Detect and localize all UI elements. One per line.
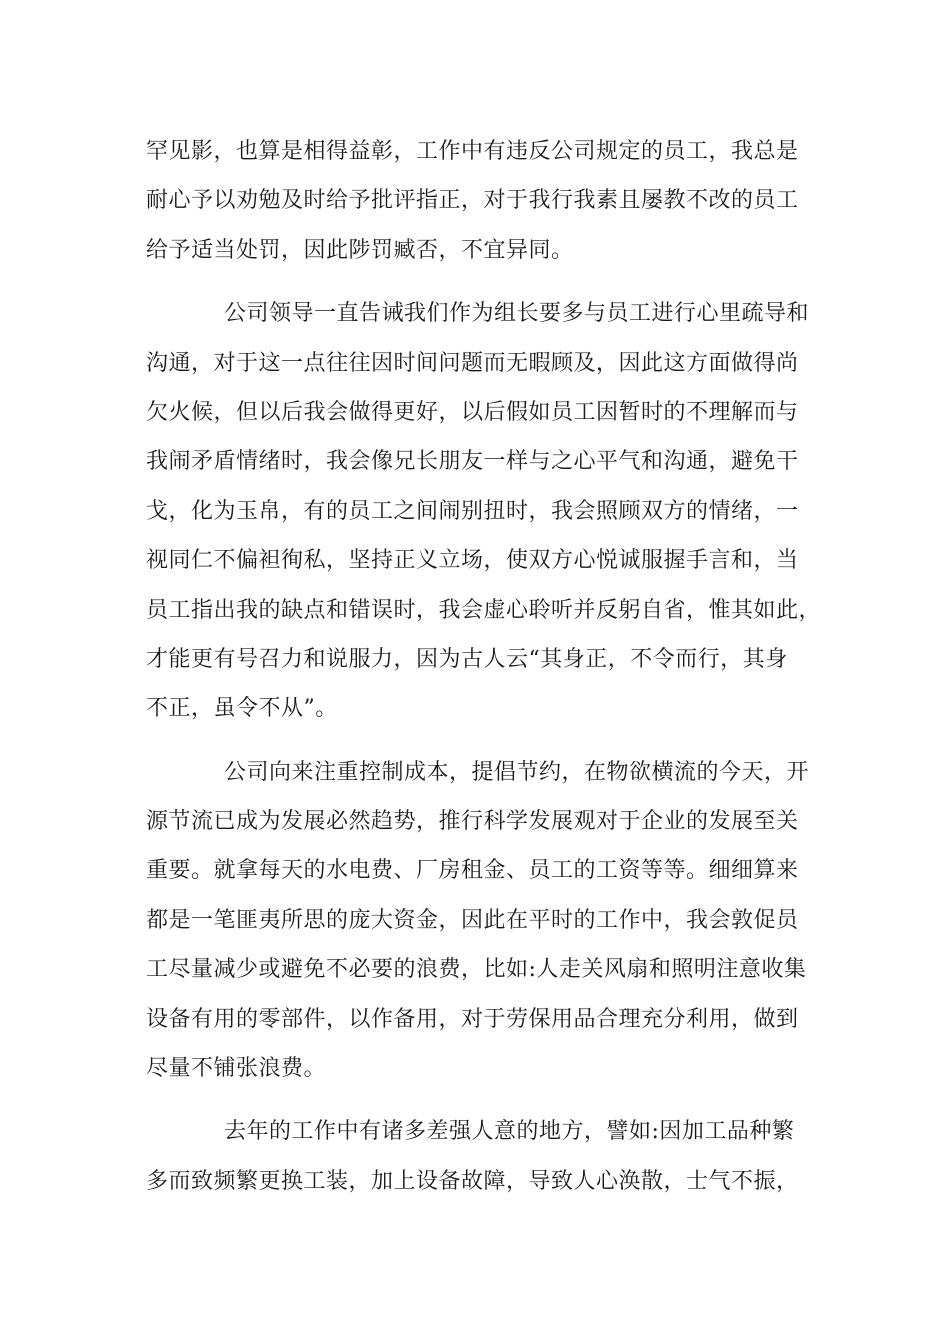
text-line: 设备有用的零部件，以作备用，对于劳保用品合理充分利用，做到 <box>146 1006 799 1032</box>
paragraph-spacer <box>146 1098 806 1112</box>
body-text <box>146 132 822 1211</box>
text-line: 欠火候，但以后我会做得更好，以后假如员工因暂时的不理解而与 <box>146 399 799 425</box>
text-line: 公司领导一直告诫我们作为组长要多与员工进行心里疏导和 <box>224 301 810 327</box>
text-line: 视同仁不偏袒徇私，坚持正义立场，使双方心悦诚服握手言和，当 <box>146 548 799 574</box>
text-line: 给予适当处罚，因此陟罚臧否，不宜异同。 <box>146 237 574 263</box>
text-line: 多而致频繁更换工装，加上设备故障，导致人心涣散，士气不振， <box>146 1168 799 1194</box>
paragraph-spacer <box>146 739 806 753</box>
text-line: 才能更有号召力和说服力，因为古人云“其身正，不令而行，其身 <box>146 646 788 672</box>
text-line: 重要。就拿每天的水电费、厂房租金、员工的工资等等。细细算来 <box>146 858 799 884</box>
paragraph-3 <box>146 753 810 1099</box>
text-line: 工尽量减少或避免不必要的浪费，比如:人走关风扇和照明注意收集 <box>146 957 807 983</box>
paragraph-1 <box>146 132 806 280</box>
paragraph-2 <box>146 294 822 739</box>
paragraph-4 <box>146 1112 806 1211</box>
text-line: 沟通，对于这一点往往因时间问题而无暇顾及，因此这方面做得尚 <box>146 350 799 376</box>
text-line: 员工指出我的缺点和错误时，我会虚心聆听并反躬自省，惟其如此， <box>146 597 822 623</box>
text-line: 源节流已成为发展必然趋势，推行科学发展观对于企业的发展至关 <box>146 809 799 835</box>
text-line: 耐心予以劝勉及时给予批评指正，对于我行我素且屡教不改的员工 <box>146 188 799 214</box>
text-line: 罕见影，也算是相得益彰，工作中有违反公司规定的员工，我总是 <box>146 139 799 164</box>
text-line: 公司向来注重控制成本，提倡节约，在物欲横流的今天，开 <box>224 759 810 785</box>
text-line: 都是一笔匪夷所思的庞大资金，因此在平时的工作中，我会敦促员 <box>146 907 799 933</box>
text-line: 戈，化为玉帛，有的员工之间闹别扭时，我会照顾双方的情绪，一 <box>146 498 799 524</box>
text-line: 不正，虽令不从”。 <box>146 696 338 722</box>
text-line: 去年的工作中有诸多差强人意的地方，譬如:因加工品种繁 <box>224 1119 795 1145</box>
paragraph-spacer <box>146 280 806 294</box>
text-line: 我闹矛盾情绪时，我会像兄长朋友一样与之心平气和沟通，避免干 <box>146 449 799 475</box>
text-line: 尽量不铺张浪费。 <box>146 1056 327 1082</box>
